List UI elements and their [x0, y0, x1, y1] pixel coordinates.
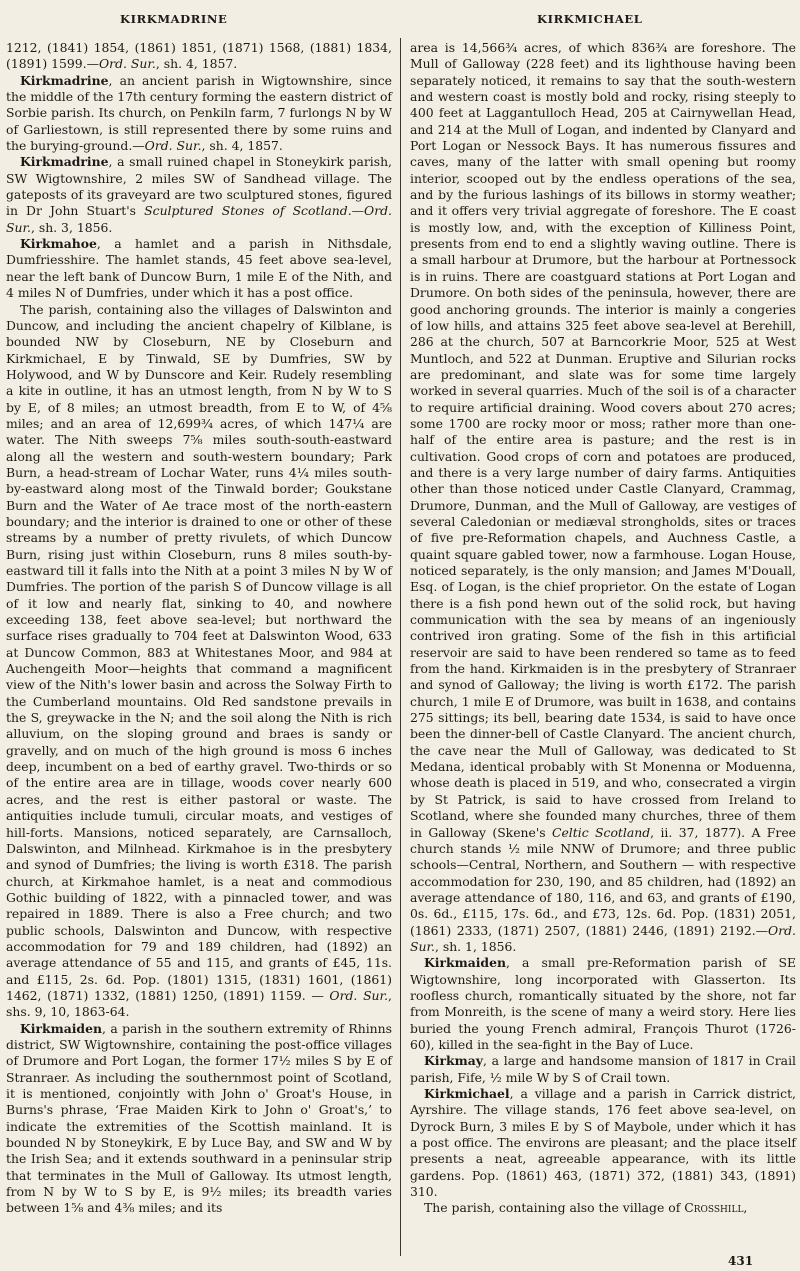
entry-kirkmadrine-chapel: Kirkmadrine, a small ruined chapel in Stoneykirk parish, SW Wigtownshire, 2 miles SW of Sandhead village. The gateposts of its graveyard are two sculptured stones, figured in Dr John Stuart's Sculptured Stones of Scotland.—Ord. Sur., sh. 3, 1856. [6, 154, 392, 235]
entry-headword: Kirkmay [424, 1053, 483, 1069]
running-head-left: KIRKMADRINE [120, 12, 228, 26]
entry-kirkmay: Kirkmay, a large and handsome mansion of 1817 in Crail parish, Fife, ½ mile W by S of Crail town. [410, 1053, 796, 1085]
right-column [410, 40, 796, 1217]
entry-kirkmaiden: Kirkmaiden, a parish in the southern extremity of Rhinns district, SW Wigtownshire, containing the post-office villages of Drumore and Port Logan, the former 17½ miles S by E of Stranraer. As including the southernmost point of Scotland, it is mentioned, conjointly with John o' Groat's House, in Burns's phrase, ‘Frae Maiden Kirk to John o' Groat's,’ to indicate the extremities of the Scottish mainland. It is bounded N by Stoneykirk, E by Luce Bay, and SW and W by the Irish Sea; and it extends southward in a peninsular strip that terminates in the Mull of Galloway. Its utmost length, from N by W to S by E, is 9½ miles; its breadth varies between 1⅝ and 4⅜ miles; and its [6, 1020, 392, 1216]
running-head-right: KIRKMICHAEL [537, 12, 643, 26]
entry-headword: Kirkmaiden [20, 1020, 102, 1036]
entry-headword: Kirkmaiden [424, 955, 506, 971]
entry-headword: Kirkmahoe [20, 236, 97, 252]
entry-headword: Kirkmadrine [20, 154, 109, 170]
entry-headword: Kirkmadrine [20, 72, 109, 88]
entry-headword: Kirkmichael [424, 1086, 510, 1101]
continued-paragraph: 1212, (1841) 1854, (1861) 1851, (1871) 1568, (1881) 1834, (1891) 1599.—Ord. Sur., sh. 4, 1857. [6, 40, 392, 72]
paragraph-kirkmahoe-parish: The parish, containing also the villages of Dalswinton and Duncow, and including the ancient chapelry of Kilblane, is bounded NW by Closeburn, NE by Closeburn and Kirkmichael, E by Tinwald, SE by Dumfries, SW by Holywood, and W by Dunscore and Keir. Rudely resembling a kite in outline, it has an utmost length, from N by W to S by E, of 8 miles; an utmost breadth, from E to W, of 4⅝ miles; and an area of 12,699¾ acres, of which 147¼ are water. The Nith sweeps 7⅝ miles south-south-eastward along all the western and south-western boundary; Park Burn, a head-stream of Lochar Water, runs 4¼ miles south-by-eastward along most of the Tinwald border; Goukstane Burn and the Water of Ae trace most of the north-eastern boundary; and the interior is drained to one or other of these streams by a number of pretty rivulets, of which Duncow Burn, rising just within Closeburn, runs 8 miles south-by-eastward till it falls into the Nith at a point 3 miles N by W of Dumfries. The portion of the parish S of Duncow village is all of it low and nearly flat, sinking to 40, and nowhere exceeding 138, feet above sea-level; but northward the surface rises gradually to 704 feet at Dalswinton Wood, 633 at Duncow Common, 883 at Whitestanes Moor, and 984 at Auchengeith Moor—heights that command a magnificent view of the Nith's lower basin and across the Solway Firth to the Cumberland mountains. Old Red sandstone prevails in the S, greywacke in the N; and the soil along the Nith is rich alluvium, on the sloping ground and braes is sandy or gravelly, and on much of the high ground is moss 6 inches deep, incumbent on a bed of earthy gravel. Two-thirds or so of the entire area are in tillage, woods cover nearly 600 acres, and the rest is either pastoral or waste. The antiquities include tumuli, circular moats, and vestiges of hill-forts. Mansions, noticed separately, are Carnsalloch, Dalswinton, and Milnhead. Kirkmahoe is in the presbytery and synod of Dumfries; the living is worth £318. The parish church, at Kirkmahoe hamlet, is a neat and commodious Gothic building of 1822, with a pinnacled tower, and was repaired in 1889. There is also a Free church; and two public schools, Dalswinton and Duncow, with respective accommodation for 79 and 189 children, had (1892) an average attendance of 55 and 115, and grants of £45, 11s. and £115, 2s. 6d. Pop. (1801) 1315, (1831) 1601, (1861) 1462, (1871) 1332, (1881) 1250, (1891) 1159. — Ord. Sur., shs. 9, 10, 1863-64. [6, 301, 392, 1020]
entry-kirkmadrine-parish: Kirkmadrine, an ancient parish in Wigtownshire, since the middle of the 17th century forming the eastern district of Sorbie parish. Its church, on Penkiln farm, 7 furlongs N by W of Garliestown, is still represented there by some ruins and the burying-ground.—Ord. Sur., sh. 4, 1857. [6, 72, 393, 154]
page-number: 431 [728, 1254, 754, 1268]
continued-paragraph: area is 14,566¾ acres, of which 836¾ are foreshore. The Mull of Galloway (228 feet) and its lighthouse having been separately noticed, it remains to say that the south-western and western coast is mostly bold and rocky, rising steeply to 400 feet at Laggantulloch Head, 205 at Cairnywellan Head, and 214 at the Mull of Logan, and indented by Clanyard and Port Logan or Nessock Bays. It has numerous fissures and caves, many of the latter with small opening but roomy interior, scooped out by the endless operations of the sea, and by the furious lashings of its billows in stormy weather; and it offers very trivial aggregate of foreshore. The E coast is mostly low, and, with the exception of Killiness Point, presents from end to end a slightly waving outline. There is a small harbour at Drumore, but the harbour at Portnessock is in ruins. There are coastguard stations at Port Logan and Drumore. On both sides of the peninsula, however, there are good anchoring grounds. The interior is mainly a congeries of low hills, and attains 325 feet above sea-level at Berehill, 286 at the church, 507 at Barncorkrie Moor, 525 at West Muntloch, and 522 at Dunman. Eruptive and Silurian rocks are predominant, and slate was for some time largely worked in several quarries. Much of the soil is of a character to require artificial draining. Wood covers about 270 acres; some 1700 are rocky moor or moss; rather more than one-half of the entire area is pasture; and the rest is in cultivation. Good crops of corn and potatoes are produced, and there is a very large number of dairy farms. Antiquities other than those noticed under Castle Clanyard, Crammag, Drumore, Dunman, and the Mull of Galloway, are vestiges of several Caledonian or mediæval strongholds, sites or traces of five pre-Reformation chapels, and Auchness Castle, a quaint square gabled tower, now a farmhouse. Logan House, noticed separately, is the only mansion; and James M'Douall, Esq. of Logan, is the chief proprietor. On the estate of Logan there is a fish pond hewn out of the solid rock, but having communication with the sea by means of an ingeniously contrived iron grating. Some of the fish in this artificial reservoir are said to have been rendered so tame as to feed from the hand. Kirkmaiden is in the presbytery of Stranraer and synod of Galloway; the living is worth £172. The parish church, 1 mile E of Drumore, was built in 1638, and contains 275 sittings; its bell, bearing date 1534, is said to have once been the dinner-bell of Castle Clanyard. The ancient church, the cave near the Mull of Galloway, was dedicated to St Medana, identical probably with St Monenna or Moduenna, whose death is placed in 519, and who, consecrated a virgin by St Patrick, is said to have crossed from Ireland to Scotland, where she founded many churches, three of them in Galloway (Skene's Celtic Scotland, ii. 37, 1877). A Free church stands ½ mile NNW of Drumore; and three public schools—Central, Northern, and Southern — with respective accommodation for 230, 190, and 85 children, had (1892) an average attendance of 180, 116, and 63, and grants of £190, 0s. 6d., £115, 17s. 6d., and £73, 12s. 6d. Pop. (1831) 2051, (1861) 2333, (1871) 2507, (1881) 2446, (1891) 2192.—Ord. Sur., sh. 1, 1856. [410, 40, 796, 954]
entry-kirkmichael: Kirkmichael, a village and a parish in Carrick district, Ayrshire. The village stands, 176 feet above sea-level, on Dyrock Burn, 3 miles E by S of Maybole, under which it has a post office. The environs are pleasant; and the place itself presents a neat, agreeable appearance, with its little gardens. Pop. (1861) 463, (1871) 372, (1881) 343, (1891) 310. [410, 1086, 796, 1200]
left-column [6, 40, 392, 1217]
paragraph-kirkmichael-parish: The parish, containing also the village of Crosshill, [424, 1200, 748, 1216]
running-head [0, 8, 800, 30]
entry-kirkmahoe: Kirkmahoe, a hamlet and a parish in Nithsdale, Dumfriesshire. The hamlet stands, 45 feet above sea-level, near the left bank of Duncow Burn, 1 mile E of the Nith, and 4 miles N of Dumfries, under which it has a post office. [6, 236, 392, 301]
column-divider [400, 38, 401, 1256]
entry-kirkmaiden-glasserton: Kirkmaiden, a small pre-Reformation parish of SE Wigtownshire, long incorporated with Glasserton. Its roofless church, romantically situated by the shore, not far from Monreith, is the scene of many a weird story. Here lies buried the young French admiral, François Thurot (1726-60), killed in the sea-fight in the Bay of Luce. [410, 955, 796, 1052]
